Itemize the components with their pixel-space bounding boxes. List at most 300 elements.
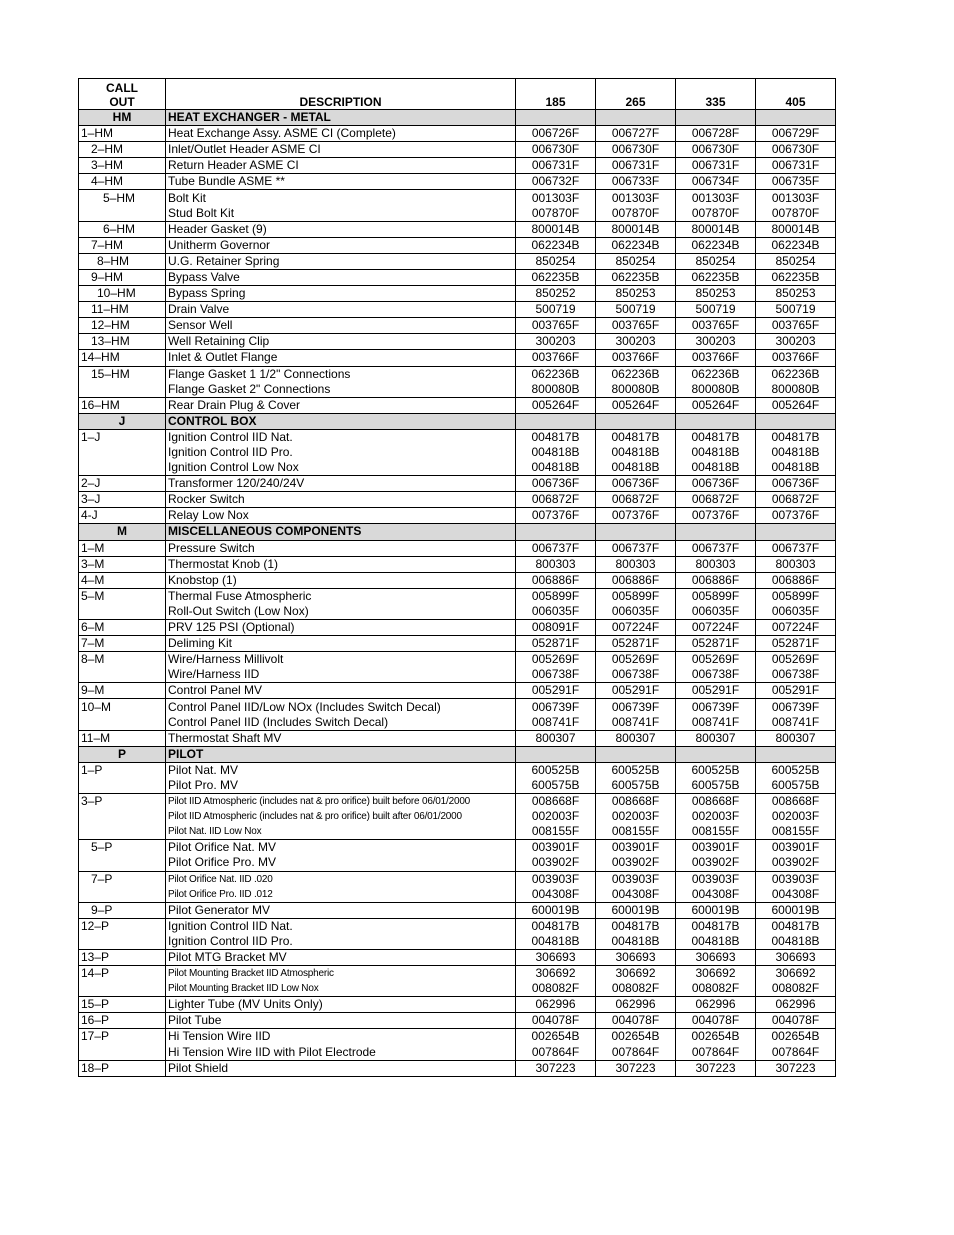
table-row — [79, 699, 836, 715]
part-number-cell: 062236B — [516, 366, 596, 382]
table-row — [79, 540, 836, 556]
part-number-cell: 008155F — [516, 824, 596, 840]
callout-cell — [79, 824, 166, 840]
section-empty-cell — [676, 110, 756, 126]
part-number-cell: 004308F — [756, 887, 836, 903]
part-number-cell: 062236B — [676, 366, 756, 382]
table-row — [79, 887, 836, 903]
part-number-cell: 800014B — [676, 221, 756, 237]
part-number-cell: 006737F — [756, 540, 836, 556]
part-number-cell: 006726F — [516, 126, 596, 142]
part-number-cell: 062996 — [676, 997, 756, 1013]
part-number-cell: 306693 — [596, 949, 676, 965]
model-185-header: 185 — [516, 79, 596, 110]
description-cell: U.G. Retainer Spring — [166, 253, 516, 269]
callout-cell: 2–J — [79, 476, 166, 492]
description-cell: Pilot Generator MV — [166, 902, 516, 918]
table-row — [79, 286, 836, 302]
description-cell: Relay Low Nox — [166, 508, 516, 524]
description-cell: Header Gasket (9) — [166, 221, 516, 237]
part-number-cell: 005269F — [756, 652, 836, 668]
part-number-cell: 006728F — [676, 126, 756, 142]
table-row — [79, 206, 836, 222]
callout-cell: 2–HM — [79, 142, 166, 158]
part-number-cell: 006736F — [756, 476, 836, 492]
part-number-cell: 006730F — [756, 142, 836, 158]
part-number-cell: 600525B — [516, 762, 596, 778]
part-number-cell: 008155F — [676, 824, 756, 840]
description-cell: Transformer 120/240/24V — [166, 476, 516, 492]
part-number-cell: 600575B — [756, 778, 836, 794]
callout-cell: 1–M — [79, 540, 166, 556]
description-cell: Bypass Spring — [166, 286, 516, 302]
part-number-cell: 001303F — [676, 190, 756, 206]
section-empty-cell — [596, 413, 676, 429]
part-number-cell: 008155F — [756, 824, 836, 840]
part-number-cell: 005264F — [516, 397, 596, 413]
part-number-cell: 008668F — [676, 794, 756, 810]
description-cell: Deliming Kit — [166, 636, 516, 652]
part-number-cell: 008082F — [596, 981, 676, 997]
callout-header — [79, 79, 166, 110]
part-number-cell: 006731F — [756, 158, 836, 174]
part-number-cell: 008155F — [596, 824, 676, 840]
table-row — [79, 397, 836, 413]
callout-cell: 15–HM — [79, 366, 166, 382]
part-number-cell: 004817B — [516, 918, 596, 934]
part-number-cell: 062996 — [516, 997, 596, 1013]
table-row — [79, 221, 836, 237]
part-number-cell: 004818B — [676, 934, 756, 950]
part-number-cell: 003765F — [596, 318, 676, 334]
description-cell: Hi Tension Wire IID with Pilot Electrode — [166, 1045, 516, 1061]
part-number-cell: 007376F — [676, 508, 756, 524]
part-number-cell: 004817B — [516, 429, 596, 445]
part-number-cell: 007870F — [676, 206, 756, 222]
part-number-cell: 062234B — [676, 237, 756, 253]
table-row — [79, 382, 836, 398]
callout-cell: 5–HM — [79, 190, 166, 206]
part-number-cell: 005269F — [676, 652, 756, 668]
part-number-cell: 006736F — [516, 476, 596, 492]
section-code: M — [79, 524, 166, 540]
table-row — [79, 508, 836, 524]
callout-cell: 7–P — [79, 871, 166, 887]
part-number-cell: 004817B — [596, 918, 676, 934]
description-cell: Pilot Orifice Pro. IID .012 — [166, 887, 516, 903]
callout-header-line1: CALL — [106, 81, 138, 95]
part-number-cell: 500719 — [516, 302, 596, 318]
part-number-cell: 062234B — [596, 237, 676, 253]
table-row — [79, 126, 836, 142]
part-number-cell: 800307 — [596, 730, 676, 746]
table-row — [79, 190, 836, 206]
part-number-cell: 004818B — [676, 445, 756, 460]
part-number-cell: 006739F — [516, 699, 596, 715]
table-row — [79, 620, 836, 636]
part-number-cell: 306692 — [676, 966, 756, 982]
section-empty-cell — [516, 110, 596, 126]
part-number-cell: 062236B — [596, 366, 676, 382]
part-number-cell: 004818B — [676, 460, 756, 476]
part-number-cell: 007864F — [756, 1045, 836, 1061]
section-empty-cell — [596, 110, 676, 126]
table-row — [79, 809, 836, 824]
part-number-cell: 004818B — [596, 460, 676, 476]
part-number-cell: 306693 — [756, 949, 836, 965]
description-cell: Pilot Nat. IID Low Nox — [166, 824, 516, 840]
section-empty-cell — [676, 413, 756, 429]
table-row — [79, 350, 836, 366]
description-cell: Control Panel IID/Low NOx (Includes Switch Decal) — [166, 699, 516, 715]
table-row — [79, 730, 836, 746]
table-row — [79, 715, 836, 731]
part-number-cell: 850252 — [516, 286, 596, 302]
part-number-cell: 006886F — [516, 572, 596, 588]
callout-cell: 7–HM — [79, 237, 166, 253]
description-cell: Pilot IID Atmospheric (includes nat & pro orifice) built after 06/01/2000 — [166, 809, 516, 824]
section-empty-cell — [516, 413, 596, 429]
part-number-cell: 004818B — [516, 460, 596, 476]
table-row — [79, 762, 836, 778]
part-number-cell: 006739F — [676, 699, 756, 715]
part-number-cell: 307223 — [676, 1060, 756, 1076]
description-cell: Inlet/Outlet Header ASME CI — [166, 142, 516, 158]
table-body — [79, 110, 836, 1077]
callout-cell: 16–P — [79, 1013, 166, 1029]
part-number-cell: 006737F — [516, 540, 596, 556]
description-cell: Pilot Mounting Bracket IID Low Nox — [166, 981, 516, 997]
description-cell: Well Retaining Clip — [166, 334, 516, 350]
part-number-cell: 008668F — [756, 794, 836, 810]
part-number-cell: 006738F — [596, 667, 676, 683]
part-number-cell: 004308F — [596, 887, 676, 903]
part-number-cell: 062235B — [516, 269, 596, 285]
section-empty-cell — [756, 524, 836, 540]
part-number-cell: 307223 — [756, 1060, 836, 1076]
part-number-cell: 003765F — [756, 318, 836, 334]
part-number-cell: 007870F — [756, 206, 836, 222]
section-code: P — [79, 746, 166, 762]
description-cell: Pilot Orifice Nat. IID .020 — [166, 871, 516, 887]
table-row — [79, 429, 836, 445]
description-cell: Knobstop (1) — [166, 572, 516, 588]
description-cell: Sensor Well — [166, 318, 516, 334]
part-number-cell: 850253 — [676, 286, 756, 302]
part-number-cell: 500719 — [756, 302, 836, 318]
description-cell: Drain Valve — [166, 302, 516, 318]
table-row — [79, 492, 836, 508]
table-row — [79, 871, 836, 887]
part-number-cell: 600525B — [756, 762, 836, 778]
part-number-cell: 003903F — [756, 871, 836, 887]
part-number-cell: 008668F — [516, 794, 596, 810]
part-number-cell: 003902F — [596, 855, 676, 871]
part-number-cell: 006732F — [516, 174, 596, 190]
part-number-cell: 800307 — [756, 730, 836, 746]
part-number-cell: 600525B — [676, 762, 756, 778]
part-number-cell: 007864F — [596, 1045, 676, 1061]
part-number-cell: 006737F — [676, 540, 756, 556]
callout-cell: 3–J — [79, 492, 166, 508]
callout-cell — [79, 667, 166, 683]
table-row — [79, 174, 836, 190]
table-header — [79, 79, 836, 110]
table-row — [79, 1029, 836, 1045]
callout-cell: 6–HM — [79, 221, 166, 237]
part-number-cell: 306693 — [516, 949, 596, 965]
part-number-cell: 002003F — [676, 809, 756, 824]
part-number-cell: 003902F — [756, 855, 836, 871]
part-number-cell: 004078F — [756, 1013, 836, 1029]
section-code: HM — [79, 110, 166, 126]
part-number-cell: 850254 — [516, 253, 596, 269]
table-row — [79, 667, 836, 683]
table-row — [79, 966, 836, 982]
part-number-cell: 008082F — [756, 981, 836, 997]
callout-cell: 1–P — [79, 762, 166, 778]
part-number-cell: 006035F — [756, 604, 836, 620]
part-number-cell: 006738F — [676, 667, 756, 683]
description-cell: Thermal Fuse Atmospheric — [166, 588, 516, 604]
callout-cell: 8–HM — [79, 253, 166, 269]
table-row — [79, 1045, 836, 1061]
part-number-cell: 004818B — [516, 445, 596, 460]
section-title: CONTROL BOX — [166, 413, 516, 429]
description-cell: Flange Gasket 1 1/2" Connections — [166, 366, 516, 382]
part-number-cell: 306692 — [596, 966, 676, 982]
part-number-cell: 002003F — [756, 809, 836, 824]
part-number-cell: 003766F — [516, 350, 596, 366]
part-number-cell: 062234B — [516, 237, 596, 253]
description-cell: Rear Drain Plug & Cover — [166, 397, 516, 413]
part-number-cell: 800303 — [756, 556, 836, 572]
callout-cell: 11–HM — [79, 302, 166, 318]
part-number-cell: 003901F — [596, 840, 676, 856]
section-title: MISCELLANEOUS COMPONENTS — [166, 524, 516, 540]
part-number-cell: 003765F — [676, 318, 756, 334]
part-number-cell: 062996 — [596, 997, 676, 1013]
part-number-cell: 007376F — [596, 508, 676, 524]
part-number-cell: 008082F — [516, 981, 596, 997]
table-row — [79, 366, 836, 382]
part-number-cell: 004817B — [676, 918, 756, 934]
part-number-cell: 800080B — [596, 382, 676, 398]
callout-cell — [79, 887, 166, 903]
part-number-cell: 008741F — [756, 715, 836, 731]
part-number-cell: 005264F — [596, 397, 676, 413]
part-number-cell: 850253 — [756, 286, 836, 302]
section-title: HEAT EXCHANGER - METAL — [166, 110, 516, 126]
callout-cell: 3–M — [79, 556, 166, 572]
section-header-row — [79, 413, 836, 429]
table-row — [79, 253, 836, 269]
part-number-cell: 006731F — [596, 158, 676, 174]
part-number-cell: 500719 — [596, 302, 676, 318]
callout-cell: 7–M — [79, 636, 166, 652]
callout-cell: 9–M — [79, 683, 166, 699]
table-row — [79, 334, 836, 350]
part-number-cell: 006739F — [756, 699, 836, 715]
table-row — [79, 934, 836, 950]
table-row — [79, 604, 836, 620]
part-number-cell: 004818B — [596, 445, 676, 460]
table-row — [79, 636, 836, 652]
part-number-cell: 006872F — [516, 492, 596, 508]
part-number-cell: 600575B — [596, 778, 676, 794]
callout-cell — [79, 809, 166, 824]
part-number-cell: 007864F — [516, 1045, 596, 1061]
callout-cell: 9–HM — [79, 269, 166, 285]
description-cell: Ignition Control IID Pro. — [166, 445, 516, 460]
part-number-cell: 300203 — [596, 334, 676, 350]
part-number-cell: 007376F — [756, 508, 836, 524]
description-cell: Wire/Harness Millivolt — [166, 652, 516, 668]
section-empty-cell — [676, 746, 756, 762]
part-number-cell: 008082F — [676, 981, 756, 997]
part-number-cell: 001303F — [596, 190, 676, 206]
part-number-cell: 307223 — [596, 1060, 676, 1076]
part-number-cell: 600019B — [516, 902, 596, 918]
part-number-cell: 062235B — [756, 269, 836, 285]
description-cell: Ignition Control IID Nat. — [166, 429, 516, 445]
part-number-cell: 062236B — [756, 366, 836, 382]
description-cell: Pilot IID Atmospheric (includes nat & pro orifice) built before 06/01/2000 — [166, 794, 516, 810]
description-cell: Control Panel MV — [166, 683, 516, 699]
part-number-cell: 004818B — [756, 460, 836, 476]
section-empty-cell — [516, 524, 596, 540]
callout-cell: 3–P — [79, 794, 166, 810]
part-number-cell: 005269F — [596, 652, 676, 668]
description-cell: Hi Tension Wire IID — [166, 1029, 516, 1045]
part-number-cell: 003766F — [676, 350, 756, 366]
part-number-cell: 006731F — [516, 158, 596, 174]
description-cell: Thermostat Knob (1) — [166, 556, 516, 572]
part-number-cell: 006035F — [596, 604, 676, 620]
part-number-cell: 062235B — [676, 269, 756, 285]
description-cell: Pilot Orifice Nat. MV — [166, 840, 516, 856]
part-number-cell: 800303 — [596, 556, 676, 572]
part-number-cell: 006736F — [596, 476, 676, 492]
part-number-cell: 006730F — [596, 142, 676, 158]
description-cell: PRV 125 PSI (Optional) — [166, 620, 516, 636]
section-empty-cell — [596, 524, 676, 540]
table-row — [79, 840, 836, 856]
part-number-cell: 800307 — [676, 730, 756, 746]
part-number-cell: 003902F — [676, 855, 756, 871]
part-number-cell: 052871F — [756, 636, 836, 652]
part-number-cell: 004818B — [596, 934, 676, 950]
part-number-cell: 300203 — [756, 334, 836, 350]
part-number-cell: 006035F — [516, 604, 596, 620]
table-row — [79, 918, 836, 934]
parts-table — [78, 78, 836, 1077]
part-number-cell: 850254 — [676, 253, 756, 269]
description-header: DESCRIPTION — [166, 79, 516, 110]
section-header-row — [79, 746, 836, 762]
description-cell: Unitherm Governor — [166, 237, 516, 253]
description-cell: Pilot Nat. MV — [166, 762, 516, 778]
callout-cell — [79, 934, 166, 950]
part-number-cell: 800303 — [676, 556, 756, 572]
part-number-cell: 005264F — [756, 397, 836, 413]
section-title: PILOT — [166, 746, 516, 762]
description-cell: Ignition Control IID Pro. — [166, 934, 516, 950]
part-number-cell: 008741F — [676, 715, 756, 731]
table-row — [79, 824, 836, 840]
part-number-cell: 002003F — [596, 809, 676, 824]
table-row — [79, 1013, 836, 1029]
part-number-cell: 850254 — [756, 253, 836, 269]
table-row — [79, 572, 836, 588]
section-empty-cell — [756, 746, 836, 762]
part-number-cell: 005291F — [676, 683, 756, 699]
part-number-cell: 004818B — [516, 934, 596, 950]
part-number-cell: 006730F — [676, 142, 756, 158]
part-number-cell: 008741F — [596, 715, 676, 731]
callout-cell: 13–P — [79, 949, 166, 965]
part-number-cell: 004817B — [676, 429, 756, 445]
callout-cell — [79, 855, 166, 871]
part-number-cell: 003903F — [676, 871, 756, 887]
part-number-cell: 005899F — [756, 588, 836, 604]
part-number-cell: 800080B — [676, 382, 756, 398]
table-row — [79, 1060, 836, 1076]
part-number-cell: 002654B — [756, 1029, 836, 1045]
part-number-cell: 007870F — [596, 206, 676, 222]
callout-header-line2: OUT — [109, 95, 135, 109]
callout-cell: 5–P — [79, 840, 166, 856]
part-number-cell: 007224F — [756, 620, 836, 636]
part-number-cell: 800014B — [596, 221, 676, 237]
description-cell: Pilot Pro. MV — [166, 778, 516, 794]
part-number-cell: 006872F — [676, 492, 756, 508]
part-number-cell: 800080B — [516, 382, 596, 398]
table-row — [79, 588, 836, 604]
table-row — [79, 476, 836, 492]
part-number-cell: 800303 — [516, 556, 596, 572]
description-cell: Ignition Control Low Nox — [166, 460, 516, 476]
table-row — [79, 318, 836, 334]
table-row — [79, 445, 836, 460]
description-cell: Control Panel IID (Includes Switch Decal) — [166, 715, 516, 731]
callout-cell: 13–HM — [79, 334, 166, 350]
callout-cell — [79, 206, 166, 222]
part-number-cell: 005291F — [516, 683, 596, 699]
table-row — [79, 902, 836, 918]
part-number-cell: 006737F — [596, 540, 676, 556]
callout-cell: 9–P — [79, 902, 166, 918]
part-number-cell: 005264F — [676, 397, 756, 413]
callout-cell: 14–P — [79, 966, 166, 982]
section-code: J — [79, 413, 166, 429]
callout-cell: 14–HM — [79, 350, 166, 366]
section-empty-cell — [756, 413, 836, 429]
description-cell: Tube Bundle ASME ** — [166, 174, 516, 190]
part-number-cell: 003901F — [756, 840, 836, 856]
part-number-cell: 052871F — [516, 636, 596, 652]
part-number-cell: 800307 — [516, 730, 596, 746]
description-cell: Pilot Shield — [166, 1060, 516, 1076]
part-number-cell: 003765F — [516, 318, 596, 334]
section-empty-cell — [596, 746, 676, 762]
description-cell: Rocker Switch — [166, 492, 516, 508]
callout-cell: 12–P — [79, 918, 166, 934]
part-number-cell: 006872F — [596, 492, 676, 508]
part-number-cell: 300203 — [676, 334, 756, 350]
part-number-cell: 006886F — [596, 572, 676, 588]
part-number-cell: 800014B — [516, 221, 596, 237]
